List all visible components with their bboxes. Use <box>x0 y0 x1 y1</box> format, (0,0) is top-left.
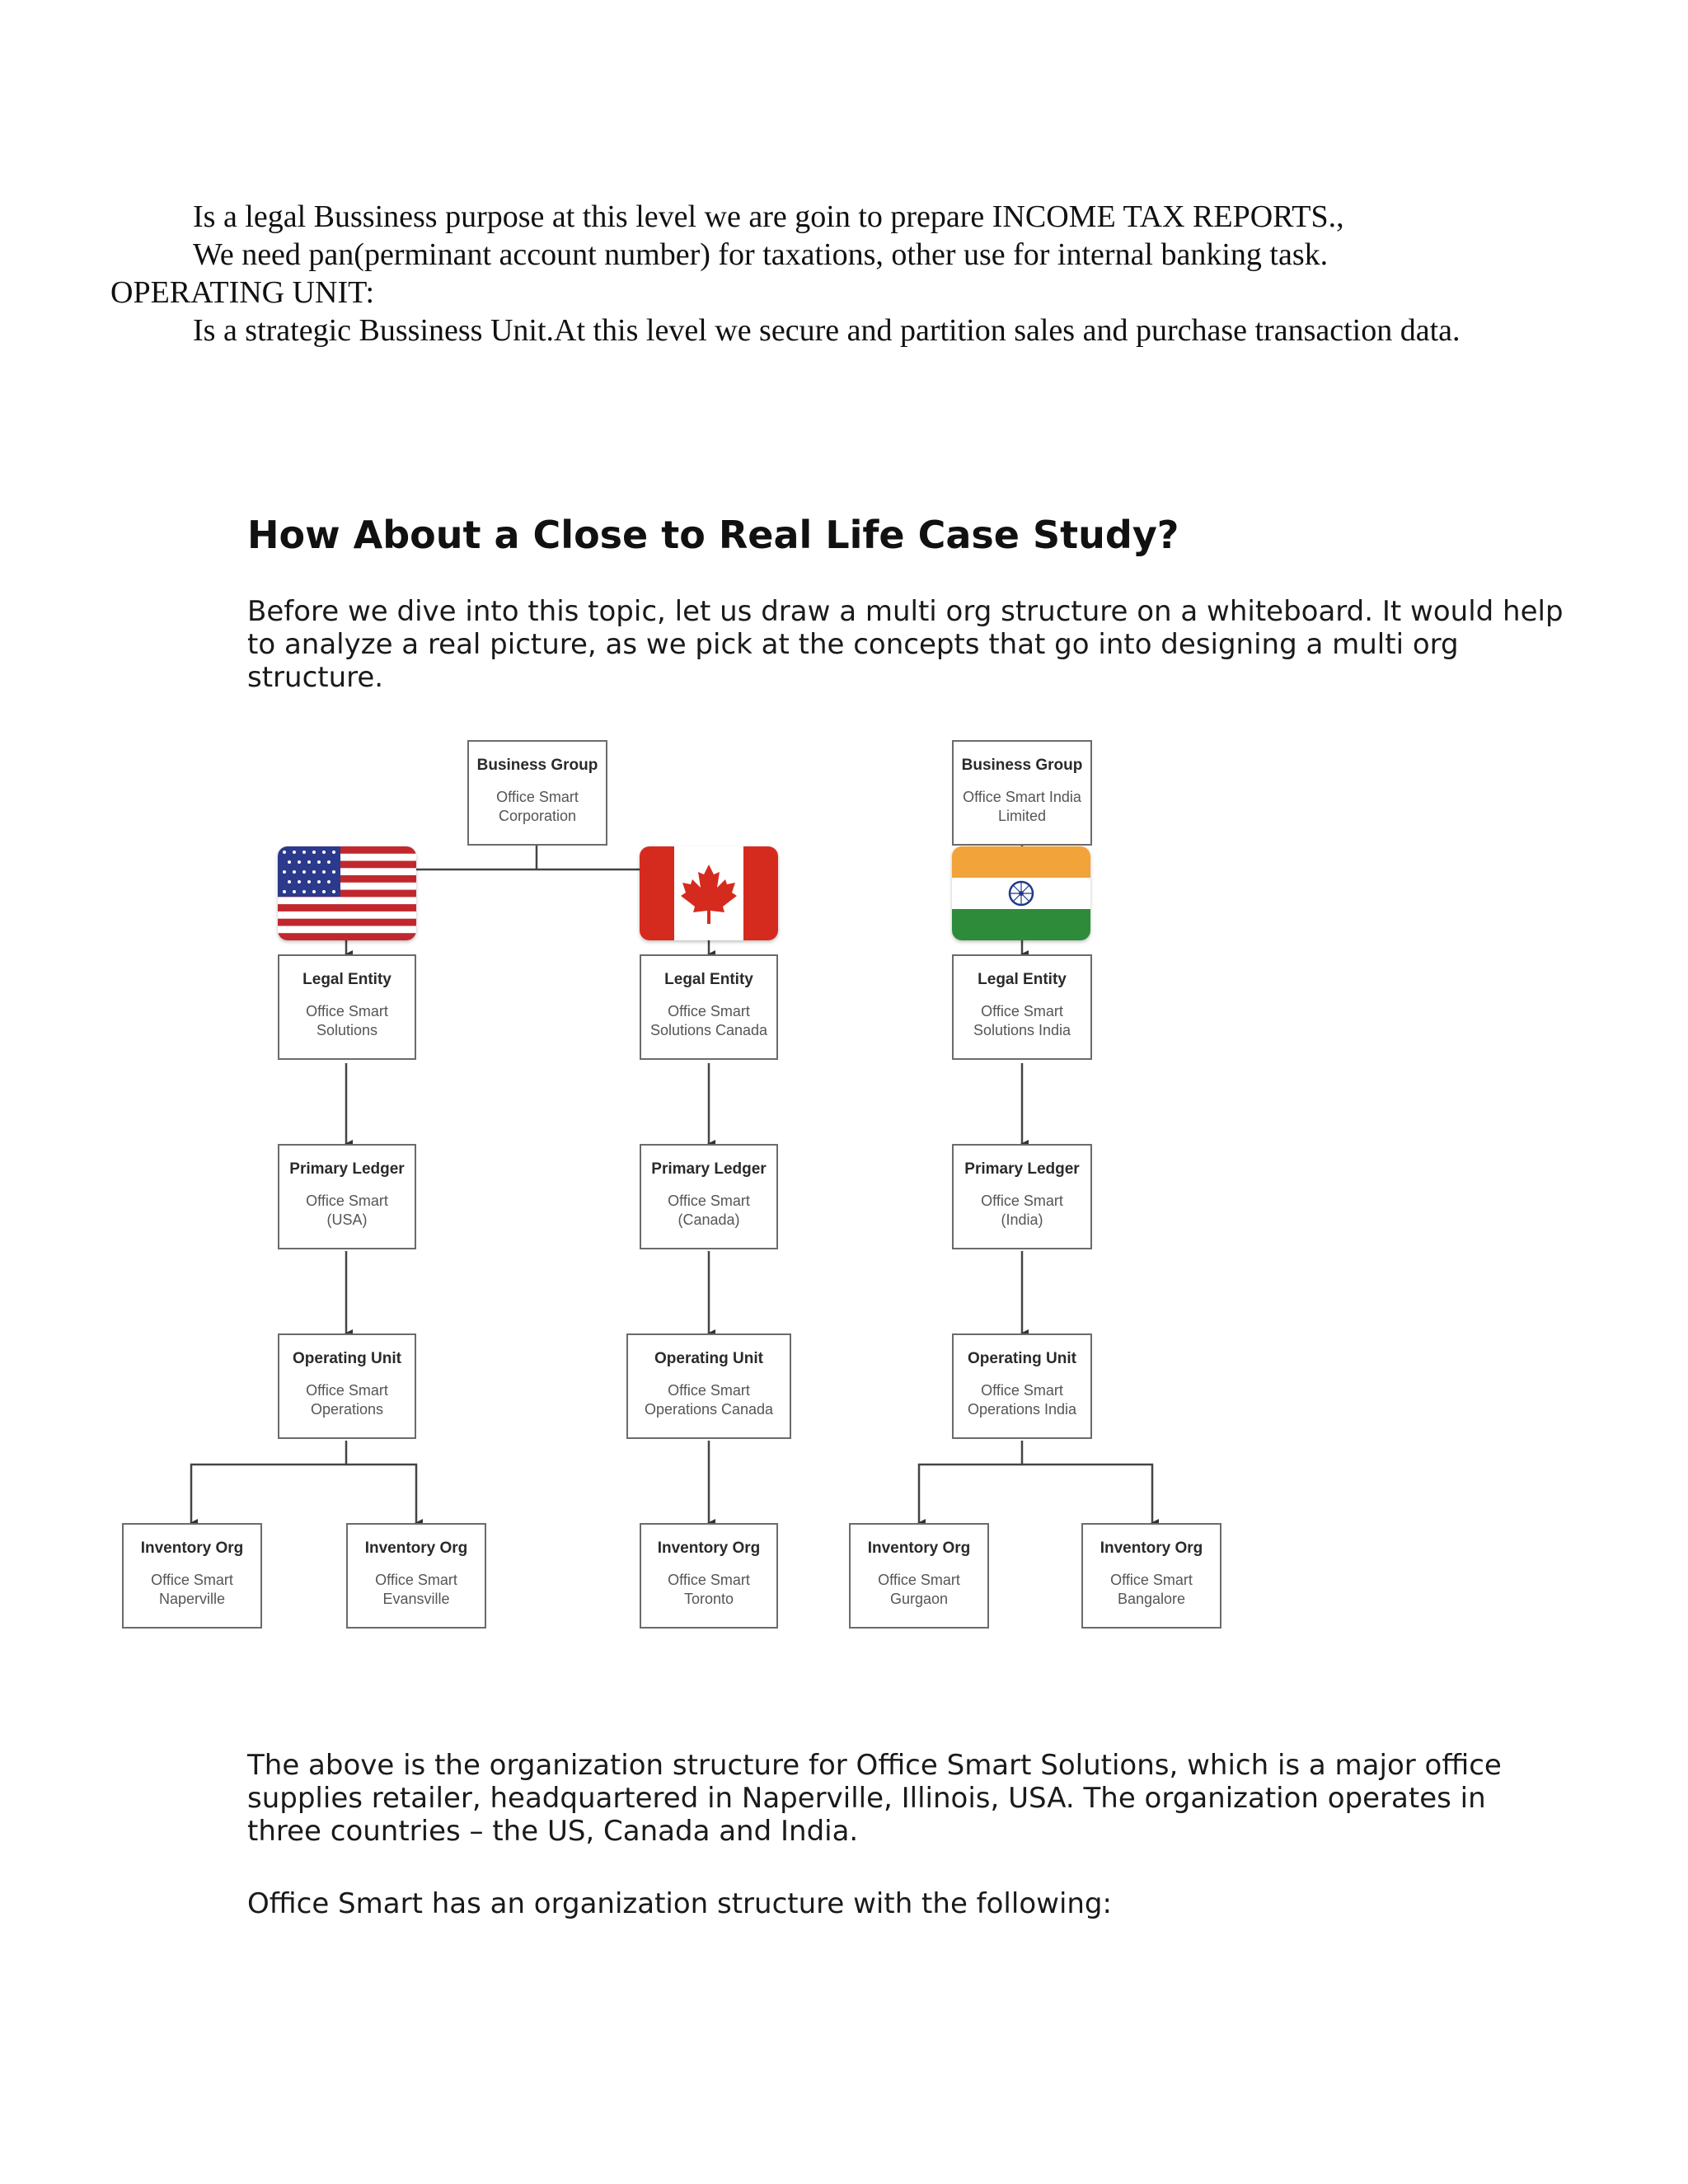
box-name: Office Smart Solutions Canada <box>649 1003 768 1038</box>
us-legal-entity-box <box>278 954 416 1060</box>
intro-line-1: Is a legal Bussiness purpose at this level we are goin to prepare INCOME TAX REPORTS., <box>193 199 1344 234</box>
box-name: Office Smart Toronto <box>668 1572 750 1607</box>
box-name: Office Smart Solutions <box>306 1003 388 1038</box>
canada-flag-icon <box>640 846 778 940</box>
box-name: Office Smart Evansville <box>375 1572 457 1607</box>
box-name: Office Smart Operations Canada <box>644 1382 774 1418</box>
intro-line-2: We need pan(perminant account number) for taxations, other use for internal banking task. <box>193 237 1329 272</box>
box-name: Office Smart Solutions India <box>973 1003 1071 1038</box>
us-inventory-org-naperville-box <box>122 1523 262 1629</box>
organization-description-paragraph: The above is the organization structure for Office Smart Solutions, which is a major office supplies retailer, headquartered in Naperville, Illinois, USA. The organization operates in three countries – the US, Canada and India. <box>247 1749 1502 1848</box>
india-inventory-org-bangalore-box <box>1081 1523 1221 1629</box>
box-name: Office Smart Bangalore <box>1110 1572 1193 1607</box>
box-title: Operating Unit <box>293 1350 401 1367</box>
box-name: Office Smart Corporation <box>496 789 579 824</box>
box-title: Operating Unit <box>654 1350 763 1367</box>
operating-unit-label: OPERATING UNIT: <box>110 275 375 310</box>
business-group-india-box <box>952 740 1092 846</box>
india-primary-ledger-box <box>952 1144 1092 1249</box>
box-name: Office Smart India Limited <box>963 789 1081 824</box>
us-operating-unit-box <box>278 1333 416 1439</box>
box-name: Office Smart Operations <box>306 1382 388 1418</box>
canada-legal-entity-box <box>640 954 778 1060</box>
box-name: Office Smart (Canada) <box>668 1193 750 1228</box>
canada-primary-ledger-box <box>640 1144 778 1249</box>
organization-structure-intro: Office Smart has an organization structure with the following: <box>247 1887 1112 1920</box>
india-flag-icon <box>952 846 1090 940</box>
box-title: Primary Ledger <box>651 1160 767 1178</box>
box-title: Inventory Org <box>364 1540 468 1557</box>
box-name: Office Smart (India) <box>981 1193 1063 1228</box>
box-title: Inventory Org <box>140 1540 244 1557</box>
box-title: Inventory Org <box>1100 1540 1203 1557</box>
case-study-intro-paragraph: Before we dive into this topic, let us draw a multi org structure on a whiteboard. It would help to analyze a real picture, as we pick at the concepts that go into designing a multi org structure. <box>247 595 1564 694</box>
box-title: Legal Entity <box>302 971 392 988</box>
box-name: Office Smart Naperville <box>151 1572 233 1607</box>
box-title: Legal Entity <box>664 971 753 988</box>
box-title: Business Group <box>961 757 1083 774</box>
us-inventory-org-evansville-box <box>346 1523 486 1629</box>
india-legal-entity-box <box>952 954 1092 1060</box>
case-study-heading: How About a Close to Real Life Case Study? <box>247 513 1179 557</box>
box-title: Business Group <box>476 757 598 774</box>
box-title: Primary Ledger <box>289 1160 405 1178</box>
business-group-corporation-box <box>467 740 607 846</box>
box-name: Office Smart Gurgaon <box>878 1572 960 1607</box>
us-primary-ledger-box <box>278 1144 416 1249</box>
india-inventory-org-gurgaon-box <box>849 1523 989 1629</box>
box-name: Office Smart (USA) <box>306 1193 388 1228</box>
box-name: Office Smart Operations India <box>967 1382 1077 1418</box>
box-title: Legal Entity <box>978 971 1067 988</box>
box-title: Primary Ledger <box>964 1160 1080 1178</box>
us-flag-icon <box>278 846 416 940</box>
india-operating-unit-box <box>952 1333 1092 1439</box>
box-title: Inventory Org <box>657 1540 761 1557</box>
canada-inventory-org-toronto-box <box>640 1523 778 1629</box>
intro-line-3: Is a strategic Bussiness Unit.At this level we secure and partition sales and purchase transaction data. <box>193 313 1461 348</box>
box-title: Operating Unit <box>968 1350 1076 1367</box>
box-title: Inventory Org <box>867 1540 971 1557</box>
canada-operating-unit-box <box>626 1333 791 1439</box>
